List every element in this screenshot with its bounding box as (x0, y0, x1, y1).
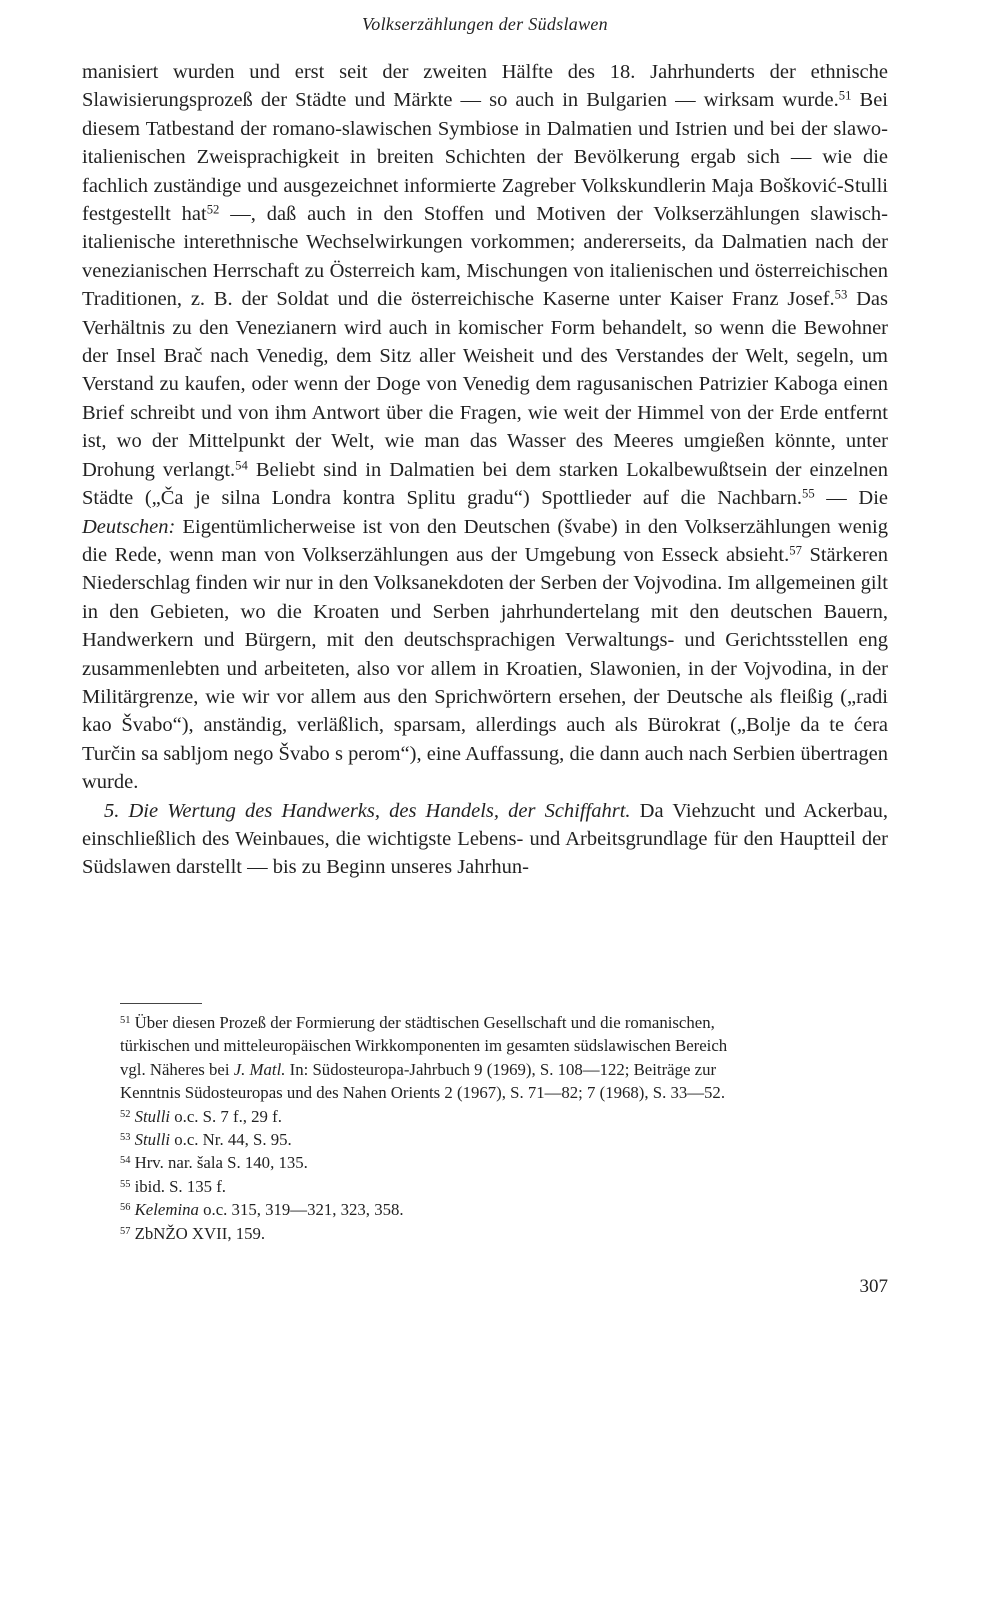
footnote-text: ibid. S. 135 f. (130, 1176, 226, 1196)
footnote-number: 56 (120, 1202, 131, 1214)
footnote-51 (120, 1011, 888, 1105)
footnote-line (120, 1013, 715, 1032)
paragraph-main (82, 58, 888, 797)
footnote-line (120, 1060, 716, 1079)
footnote-text: ZbNŽO XVII, 159. (130, 1223, 266, 1243)
paragraph-text: Das Verhältnis zu den Venezianern wird auch in komischer Form behandelt, so wenn die Bewohner der Insel Brač nach Venedig, dem Sitz aller Weisheit und des Verstandes der Welt, segeln, um Verstand zu kaufen, oder wenn der Doge von Venedig dem ragusanischen Patrizier Kaboga einen Brief schreibt und von ihm Antwort über die Fragen, wie weit der Himmel von der Erde entfernt ist, wo der Mittelpunkt der Welt, wie man das Wasser des Meeres umgießen könnte, unter Drohung verlangt. (82, 288, 888, 481)
footnote-text: Über diesen Prozeß der Formierung der städtischen Gesellschaft und die romanischen, (130, 1013, 715, 1032)
paragraph-text: Eigentümlicherweise ist von den Deutschen (švabe) in den Volkserzählungen wenig die Rede, wenn man von Volkserzählungen aus der Umgebung von Esseck absieht. (82, 515, 888, 566)
footnote-52 (120, 1105, 888, 1128)
running-title: Volkserzählungen der Südslawen (362, 14, 608, 34)
footnote-ref: 52 (206, 202, 220, 217)
footnote-text: In: Südosteuropa-Jahrbuch 9 (1969), S. 108—122; Beiträge zur (285, 1059, 717, 1079)
footnote-divider (120, 1003, 202, 1004)
paragraph-text: —, daß auch in den Stoffen und Motiven der Volkserzählungen slawisch-italienische interethnische Wechselwirkungen vorkommen; andererseits, da Dalmatien nach der venezianischen Herrschaft zu Österreich kam, Mischungen von italienischen und österreichischen Traditionen, z. B. der Soldat und die österreichische Kaserne unter Kaiser Franz Josef. (82, 203, 888, 311)
footnote-ref: 57 (789, 543, 802, 558)
footnote-57 (120, 1222, 888, 1245)
page-number: 307 (859, 1276, 888, 1297)
footnote-54 (120, 1151, 888, 1174)
paragraph-section-5 (82, 797, 888, 882)
footnote-53 (120, 1128, 888, 1151)
footnotes (120, 1011, 888, 1245)
footnote-number: 54 (120, 1155, 131, 1167)
footnote-ref: 53 (834, 287, 848, 302)
paragraph-text: manisiert wurden und erst seit der zweiten Hälfte des 18. Jahrhunderts der ethnische Slawisierungsprozeß der Städte und Märkte — so auch in Bulgarien — wirksam wurde. (82, 61, 888, 112)
footnote-number: 53 (120, 1131, 131, 1143)
footnote-text: o.c. 315, 319—321, 323, 358. (198, 1200, 404, 1220)
paragraph-text: Bei diesem Tatbestand der romano-slawischen Symbiose in Dalmatien und Istrien und bei der slawo-italienischen Zweisprachigkeit in breiten Schichten der Bevölkerung ergab sich — wie die fachlich zuständige und ausgezeichnet informierte Zagreber Volkskundlerin Maja Bošković-Stulli festgestellt hat (82, 89, 888, 226)
footnote-author: Kelemina (134, 1200, 199, 1220)
section-heading: 5. Die Wertung des Handwerks, des Handels, der Schiffahrt. (104, 799, 631, 822)
footnote-number: 52 (120, 1108, 131, 1120)
footnote-text: Hrv. nar. šala S. 140, 135. (130, 1153, 308, 1173)
paragraph-text: Beliebt sind in Dalmatien bei dem starken Lokalbewußtsein der einzelnen Städte („Ča je silna Londra kontra Splitu gradu“) Spottlieder auf die Nachbarn. (82, 458, 888, 510)
paragraph-text: Da Viehzucht und Ackerbau, einschließlich des Weinbaues, die wichtigste Lebens- und Arbeitsgrundlage für den Hauptteil der Südslawen darstellt — bis zu Beginn unseres Jahrhun- (82, 799, 888, 879)
footnote-line: Kenntnis Südosteuropas und des Nahen Orients 2 (1967), S. 71—82; 7 (1968), S. 33—52. (120, 1083, 726, 1103)
footnote-text: o.c. Nr. 44, S. 95. (170, 1130, 292, 1150)
footnote-ref: 55 (802, 486, 815, 501)
footnote-author: J. Matl. (233, 1059, 286, 1079)
footnote-56 (120, 1198, 888, 1221)
footnote-line: türkischen und mitteleuropäischen Wirkkomponenten im gesamten südslawischen Bereich (120, 1036, 728, 1056)
footnote-text: vgl. Näheres bei (120, 1059, 234, 1079)
body-text (82, 58, 888, 882)
emphasis-deutschen: Deutschen: (82, 515, 176, 538)
paragraph-text: Stärkeren Niederschlag finden wir nur in den Volksanekdoten der Serben der Vojvodina. Im allgemeinen gilt in den Gebieten, wo die Kroaten und Serben jahrhundertelang mit den deutschen Bauern, Handwerkern und Bürgern, mit den deutschsprachigen Verwaltungs- und Gerichtsstellen eng zusammenlebten und arbeiteten, also vor allem in Kroatien, Slawonien, in der Vojvodina, in der Militärgrenze, wie wir vor allem aus den Sprichwörtern ersehen, der Deutsche als fleißig („radi kao Švabo“), anständig, verläßlich, sparsam, allerdings auch als Bürokrat („Bolje da te ćera Turčin sa sabljom nego Švabo s perom“), eine Auffassung, die dann auch nach Serbien übertragen wurde. (82, 543, 889, 794)
footnote-number: 55 (120, 1178, 131, 1190)
footnote-number: 57 (120, 1225, 131, 1237)
footnote-55 (120, 1175, 888, 1198)
footnote-number: 51 (120, 1014, 131, 1026)
paragraph-text: — Die (814, 487, 888, 510)
footnote-ref: 51 (838, 89, 852, 104)
footnote-ref: 54 (235, 458, 248, 473)
footnote-author: Stulli (134, 1130, 171, 1150)
footnote-text: o.c. S. 7 f., 29 f. (170, 1106, 282, 1126)
footnote-author: Stulli (134, 1106, 171, 1126)
